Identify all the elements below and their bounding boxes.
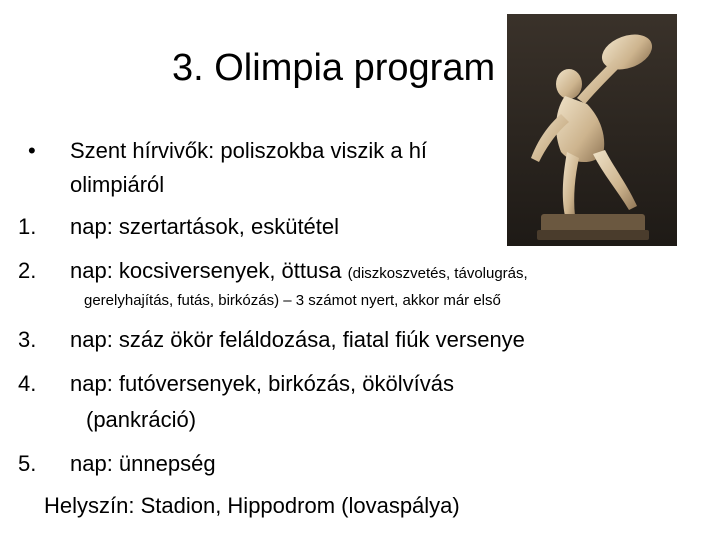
list-item-text: (pankráció) <box>86 407 197 432</box>
list-item-text: nap: ünnepség <box>70 451 216 476</box>
list-item-number: 2. <box>18 258 37 283</box>
list-item-text: nap: futóversenyek, birkózás, ökölvívás <box>70 371 454 396</box>
discus-thrower-image <box>507 14 677 246</box>
list-item-text: Szent hírvivők: poliszokba viszik a hí <box>70 138 428 163</box>
list-item <box>28 136 36 166</box>
slide-title: 3. Olimpia program <box>172 47 496 89</box>
list-item-text: nap: száz ökör feláldozása, fiatal fiúk versenye <box>70 327 525 352</box>
location-text: Helyszín: Stadion, Hippodrom (lovaspálya) <box>44 493 460 518</box>
list-item-text: olimpiáról <box>70 172 165 197</box>
list-item-text: nap: szertartások, eskütétel <box>70 214 340 239</box>
list-item-number: 4. <box>18 371 37 396</box>
list-item-text <box>70 256 528 289</box>
list-item-number: 1. <box>18 214 37 239</box>
list-item-detail: (diszkoszvetés, távolugrás, <box>347 265 528 282</box>
bullet-icon: • <box>28 138 36 163</box>
list-item-number: 3. <box>18 327 37 352</box>
statue-illustration <box>507 14 677 246</box>
list-item-main: nap: kocsiversenyek, öttusa <box>70 258 342 283</box>
list-item-number: 5. <box>18 451 37 476</box>
list-item-detail: gerelyhajítás, futás, birkózás) – 3 számot nyert, akkor már első <box>84 292 501 309</box>
